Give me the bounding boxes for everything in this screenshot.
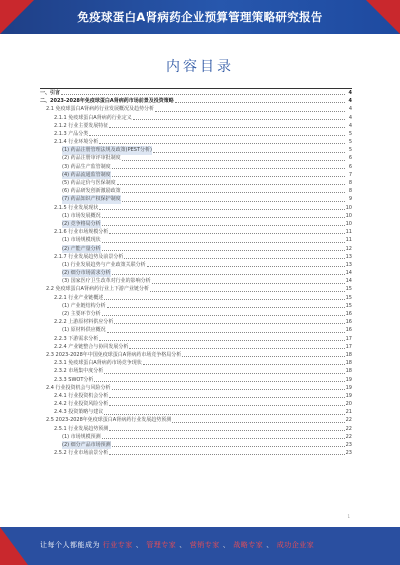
toc-leader-dots bbox=[109, 397, 344, 398]
toc-entry-text: (1) 市场规模现状 bbox=[62, 237, 101, 244]
toc-entry-text: (3) 国家医疗卫生改革对行业的影响分析 bbox=[62, 278, 151, 285]
toc-entry-text: 2.4.1 行业投资机会分析 bbox=[54, 392, 109, 399]
toc-leader-dots bbox=[99, 209, 344, 210]
toc-entry-page: 10 bbox=[345, 212, 352, 219]
toc-entry-text: 2.4.3 投资策略与建议 bbox=[54, 409, 104, 416]
toc-entry-page: 16 bbox=[345, 327, 352, 334]
toc-entry[interactable] bbox=[40, 277, 352, 285]
toc-entry-page: 11 bbox=[345, 237, 352, 244]
toc-leader-dots bbox=[112, 176, 345, 177]
toc-entry-text: (1) 药品注册管理法规及政策(PEST分析) bbox=[62, 147, 152, 154]
toc-entry-text: 二、2023-2028年免疫球蛋白A肾病药市场前景及投资策略 bbox=[40, 98, 174, 105]
toc-entry-page: 8 bbox=[348, 180, 352, 187]
toc-entry-page: 15 bbox=[345, 294, 352, 301]
toc-entry-text: 2.5 2023-2028年免疫球蛋白A肾病药行业发展趋势预测 bbox=[46, 417, 172, 424]
toc-entry-page: 8 bbox=[348, 188, 352, 195]
toc-entry-text: 2.1 免疫球蛋白A肾病药行业发展概况及趋势分析 bbox=[46, 106, 154, 113]
toc-entry[interactable] bbox=[40, 408, 352, 416]
toc-entry-text: 2.1.6 行业市场规模分析 bbox=[54, 229, 109, 236]
toc-entry-text: 2.1.7 行业发展趋势及前景分析 bbox=[54, 253, 124, 260]
toc-entry[interactable] bbox=[40, 114, 352, 122]
toc-entry-page: 20 bbox=[345, 401, 352, 408]
toc-leader-dots bbox=[61, 94, 345, 95]
toc-entry-text: 2.2.3 下游需求分析 bbox=[54, 335, 99, 342]
toc-entry[interactable] bbox=[40, 417, 352, 425]
toc-leader-dots bbox=[109, 405, 344, 406]
toc-entry[interactable] bbox=[40, 261, 352, 269]
toc-entry-text: (5) 药品定价与医保制度 bbox=[62, 180, 116, 187]
toc-leader-dots bbox=[109, 127, 345, 128]
toc-leader-dots bbox=[104, 373, 344, 374]
toc-leader-dots bbox=[104, 414, 344, 415]
toc-entry[interactable] bbox=[40, 359, 352, 367]
footer-banner bbox=[0, 527, 400, 565]
toc-entry-text: 2.2 免疫球蛋白A肾病药行业上下游产业链分析 bbox=[46, 286, 149, 293]
footer-role: 管理专家 bbox=[146, 541, 177, 549]
toc-entry-text: (1) 行业发展趋势与产业政策关联分析 bbox=[62, 261, 146, 268]
toc-entry[interactable] bbox=[40, 351, 352, 359]
toc-entry-page: 23 bbox=[345, 442, 352, 449]
toc-entry[interactable] bbox=[40, 343, 352, 351]
toc-entry-page: 4 bbox=[348, 89, 352, 96]
toc-entry-text: 2.5.2 行业市场前景分析 bbox=[54, 450, 109, 457]
toc-entry-page: 4 bbox=[348, 122, 352, 129]
toc-entry-text: (4) 药品流通监管制度 bbox=[62, 171, 111, 178]
toc-entry-page: 16 bbox=[345, 319, 352, 326]
toc-entry-page: 12 bbox=[345, 245, 352, 252]
toc-entry[interactable] bbox=[40, 171, 352, 179]
toc-entry[interactable] bbox=[40, 155, 352, 163]
toc-leader-dots bbox=[129, 348, 344, 349]
toc-entry-text: 2.3.2 市场集中度分析 bbox=[54, 368, 104, 375]
toc-leader-dots bbox=[109, 233, 344, 234]
toc-entry-text: 2.1.5 行业发展现状 bbox=[54, 204, 99, 211]
toc-leader-dots bbox=[102, 242, 345, 243]
toc-entry-text: (7) 药品知识产权保护制度 bbox=[62, 196, 121, 203]
toc-entry-page: 5 bbox=[348, 130, 352, 137]
footer-separator: 、 bbox=[135, 541, 144, 549]
toc-entry-text: 2.4 行业投资机会与风险分析 bbox=[46, 384, 111, 391]
page-number: 1 bbox=[347, 514, 350, 519]
toc-entry[interactable] bbox=[40, 302, 352, 310]
toc-entry-text: 2.3.1 免疫球蛋白A肾病药市场竞争现状 bbox=[54, 360, 142, 367]
toc-entry-page: 11 bbox=[345, 229, 352, 236]
toc-entry[interactable] bbox=[40, 204, 352, 212]
toc-entry[interactable] bbox=[40, 228, 352, 236]
report-title: 免疫球蛋白A肾病药企业预算管理策略研究报告 bbox=[77, 10, 323, 24]
toc-entry[interactable] bbox=[40, 138, 352, 146]
toc-entry[interactable] bbox=[40, 97, 352, 105]
toc-heading: 内容目录 bbox=[166, 59, 234, 75]
toc-entry[interactable] bbox=[40, 122, 352, 130]
toc-entry-page: 10 bbox=[345, 220, 352, 227]
toc-leader-dots bbox=[147, 266, 345, 267]
toc-entry-page: 10 bbox=[345, 204, 352, 211]
toc-entry[interactable] bbox=[40, 326, 352, 334]
toc-entry-text: (2) 细分市场需求分析 bbox=[62, 270, 111, 277]
toc-leader-dots bbox=[122, 160, 345, 161]
toc-entry-page: 9 bbox=[348, 196, 352, 203]
toc-entry[interactable] bbox=[40, 269, 352, 277]
toc-entry-page: 22 bbox=[345, 417, 352, 424]
toc-entry-text: 2.3.3 SWOT分析 bbox=[54, 376, 94, 383]
toc-entry-text: 2.2.1 行业产业链概述 bbox=[54, 294, 104, 301]
toc-leader-dots bbox=[104, 299, 344, 300]
footer-separator: 、 bbox=[179, 541, 187, 549]
toc-entry[interactable] bbox=[40, 146, 352, 154]
toc-leader-dots bbox=[172, 422, 344, 423]
toc-entry-text: (1) 市场发展概况 bbox=[62, 212, 101, 219]
toc-entry-text: (1) 原材料供应概况 bbox=[62, 327, 106, 334]
toc-entry-text: (2) 细分产品市场预测 bbox=[62, 442, 111, 449]
toc-entry-page: 15 bbox=[345, 286, 352, 293]
toc-entry-page: 22 bbox=[345, 425, 352, 432]
toc-entry-text: (2) 产能产量分析 bbox=[62, 245, 101, 252]
toc-leader-dots bbox=[150, 291, 345, 292]
toc-entry[interactable] bbox=[40, 335, 352, 343]
toc-entry-text: (6) 药品研发创新激励政策 bbox=[62, 188, 121, 195]
footer-role: 战略专家 bbox=[233, 541, 264, 549]
toc-leader-dots bbox=[122, 192, 345, 193]
toc-entry-page: 4 bbox=[348, 106, 352, 113]
toc-entry-page: 14 bbox=[345, 270, 352, 277]
toc-entry[interactable] bbox=[40, 187, 352, 195]
toc-entry-page: 13 bbox=[345, 253, 352, 260]
toc-entry[interactable] bbox=[40, 376, 352, 384]
report-header-banner bbox=[0, 0, 400, 34]
toc-entry-page: 13 bbox=[345, 261, 352, 268]
toc-entry-page: 21 bbox=[345, 409, 352, 416]
toc-entry-text: 2.2.2 上游原材料供应分析 bbox=[54, 319, 114, 326]
toc-leader-dots bbox=[122, 201, 345, 202]
toc-entry-text: (1) 产业链结构分析 bbox=[62, 302, 106, 309]
toc-entry[interactable] bbox=[40, 253, 352, 261]
toc-entry-page: 15 bbox=[345, 302, 352, 309]
toc-list bbox=[40, 89, 352, 457]
toc-entry-page: 5 bbox=[348, 147, 352, 154]
toc-entry-page: 19 bbox=[345, 392, 352, 399]
toc-leader-dots bbox=[112, 168, 345, 169]
toc-leader-dots bbox=[102, 217, 345, 218]
toc-entry[interactable] bbox=[40, 433, 352, 441]
toc-leader-dots bbox=[124, 258, 344, 259]
footer-slogan bbox=[40, 540, 314, 550]
toc-entry[interactable] bbox=[40, 245, 352, 253]
toc-leader-dots bbox=[102, 225, 345, 226]
toc-leader-dots bbox=[133, 119, 345, 120]
toc-entry-text: 2.1.2 行业主要发展特征 bbox=[54, 122, 109, 129]
toc-entry[interactable] bbox=[40, 318, 352, 326]
toc-leader-dots bbox=[152, 283, 345, 284]
footer-lead: 让每个人都能成为 bbox=[40, 541, 100, 549]
toc-entry[interactable] bbox=[40, 195, 352, 203]
toc-entry[interactable] bbox=[40, 310, 352, 318]
toc-entry-page: 6 bbox=[348, 155, 352, 162]
footer-role: 行业专家 bbox=[102, 541, 133, 549]
toc-entry-page: 16 bbox=[345, 311, 352, 318]
toc-entry-text: 一、引言 bbox=[40, 89, 61, 96]
toc-entry-text: (2) 主要环节分析 bbox=[62, 311, 101, 318]
toc-entry-page: 19 bbox=[345, 376, 352, 383]
footer-roles bbox=[103, 541, 315, 549]
toc-entry-text: 2.5.1 行业发展趋势预测 bbox=[54, 425, 109, 432]
toc-entry-page: 23 bbox=[345, 450, 352, 457]
toc-entry-page: 17 bbox=[345, 335, 352, 342]
toc-entry-page: 4 bbox=[348, 114, 352, 121]
toc-entry-text: 2.1.3 产品分类 bbox=[54, 130, 89, 137]
toc-leader-dots bbox=[102, 250, 345, 251]
toc-leader-dots bbox=[112, 274, 345, 275]
toc-leader-dots bbox=[102, 438, 345, 439]
toc-entry-text: 2.1.1 免疫球蛋白A肾病药行业定义 bbox=[54, 114, 132, 121]
toc-entry-text: 2.1.4 行业环境分析 bbox=[54, 139, 99, 146]
toc-entry[interactable] bbox=[40, 400, 352, 408]
toc-entry[interactable] bbox=[40, 441, 352, 449]
toc-leader-dots bbox=[107, 332, 345, 333]
toc-entry-text: (2) 药品注册审评审批制度 bbox=[62, 155, 121, 162]
toc-leader-dots bbox=[182, 356, 344, 357]
toc-entry[interactable] bbox=[40, 236, 352, 244]
toc-entry[interactable] bbox=[40, 105, 352, 113]
toc-entry[interactable] bbox=[40, 367, 352, 375]
footer-role: 营销专家 bbox=[189, 541, 220, 549]
toc-entry-page: 18 bbox=[345, 351, 352, 358]
toc-leader-dots bbox=[155, 111, 345, 112]
toc-entry-page: 17 bbox=[345, 343, 352, 350]
toc-entry-text: (1) 市场规模预测 bbox=[62, 433, 101, 440]
toc-entry[interactable] bbox=[40, 179, 352, 187]
toc-leader-dots bbox=[143, 364, 345, 365]
toc-leader-dots bbox=[109, 430, 344, 431]
toc-entry[interactable] bbox=[40, 220, 352, 228]
toc-entry-page: 18 bbox=[345, 368, 352, 375]
toc-entry-text: (3) 药品生产监管制度 bbox=[62, 163, 111, 170]
toc-entry[interactable] bbox=[40, 449, 352, 457]
toc-entry[interactable] bbox=[40, 130, 352, 138]
toc-leader-dots bbox=[112, 446, 345, 447]
toc-entry-page: 19 bbox=[345, 384, 352, 391]
toc-entry-page: 18 bbox=[345, 360, 352, 367]
toc-entry-page: 7 bbox=[348, 171, 352, 178]
toc-entry-text: (2) 竞争格局分析 bbox=[62, 220, 101, 227]
toc-entry[interactable] bbox=[40, 384, 352, 392]
toc-leader-dots bbox=[153, 152, 345, 153]
toc-entry[interactable] bbox=[40, 89, 352, 97]
toc-leader-dots bbox=[89, 135, 345, 136]
toc-entry-page: 14 bbox=[345, 278, 352, 285]
toc-leader-dots bbox=[102, 315, 345, 316]
toc-leader-dots bbox=[94, 381, 344, 382]
toc-entry-page: 4 bbox=[348, 98, 352, 105]
toc-entry-page: 5 bbox=[348, 139, 352, 146]
footer-separator: 、 bbox=[266, 541, 274, 549]
toc-entry[interactable] bbox=[40, 286, 352, 294]
toc-leader-dots bbox=[114, 323, 344, 324]
toc-leader-dots bbox=[99, 340, 344, 341]
toc-leader-dots bbox=[117, 184, 345, 185]
toc-leader-dots bbox=[175, 102, 345, 103]
toc-entry-page: 6 bbox=[348, 163, 352, 170]
footer-separator: 、 bbox=[222, 541, 231, 549]
toc-entry-text: 2.2.4 产业链整合与协同发展分析 bbox=[54, 343, 129, 350]
toc-entry[interactable] bbox=[40, 392, 352, 400]
toc-entry[interactable] bbox=[40, 294, 352, 302]
toc-leader-dots bbox=[112, 389, 345, 390]
toc-leader-dots bbox=[107, 307, 345, 308]
toc-entry[interactable] bbox=[40, 212, 352, 220]
toc-leader-dots bbox=[99, 143, 345, 144]
toc-entry-text: 2.3 2023-2028年中国免疫球蛋白A肾病药市场竞争格局分析 bbox=[46, 351, 182, 358]
toc-entry[interactable] bbox=[40, 163, 352, 171]
footer-role: 成功企业家 bbox=[276, 541, 315, 549]
toc-entry[interactable] bbox=[40, 425, 352, 433]
toc-entry-page: 22 bbox=[345, 433, 352, 440]
toc-leader-dots bbox=[109, 454, 344, 455]
toc-entry-text: 2.4.2 行业投资风险分析 bbox=[54, 401, 109, 408]
